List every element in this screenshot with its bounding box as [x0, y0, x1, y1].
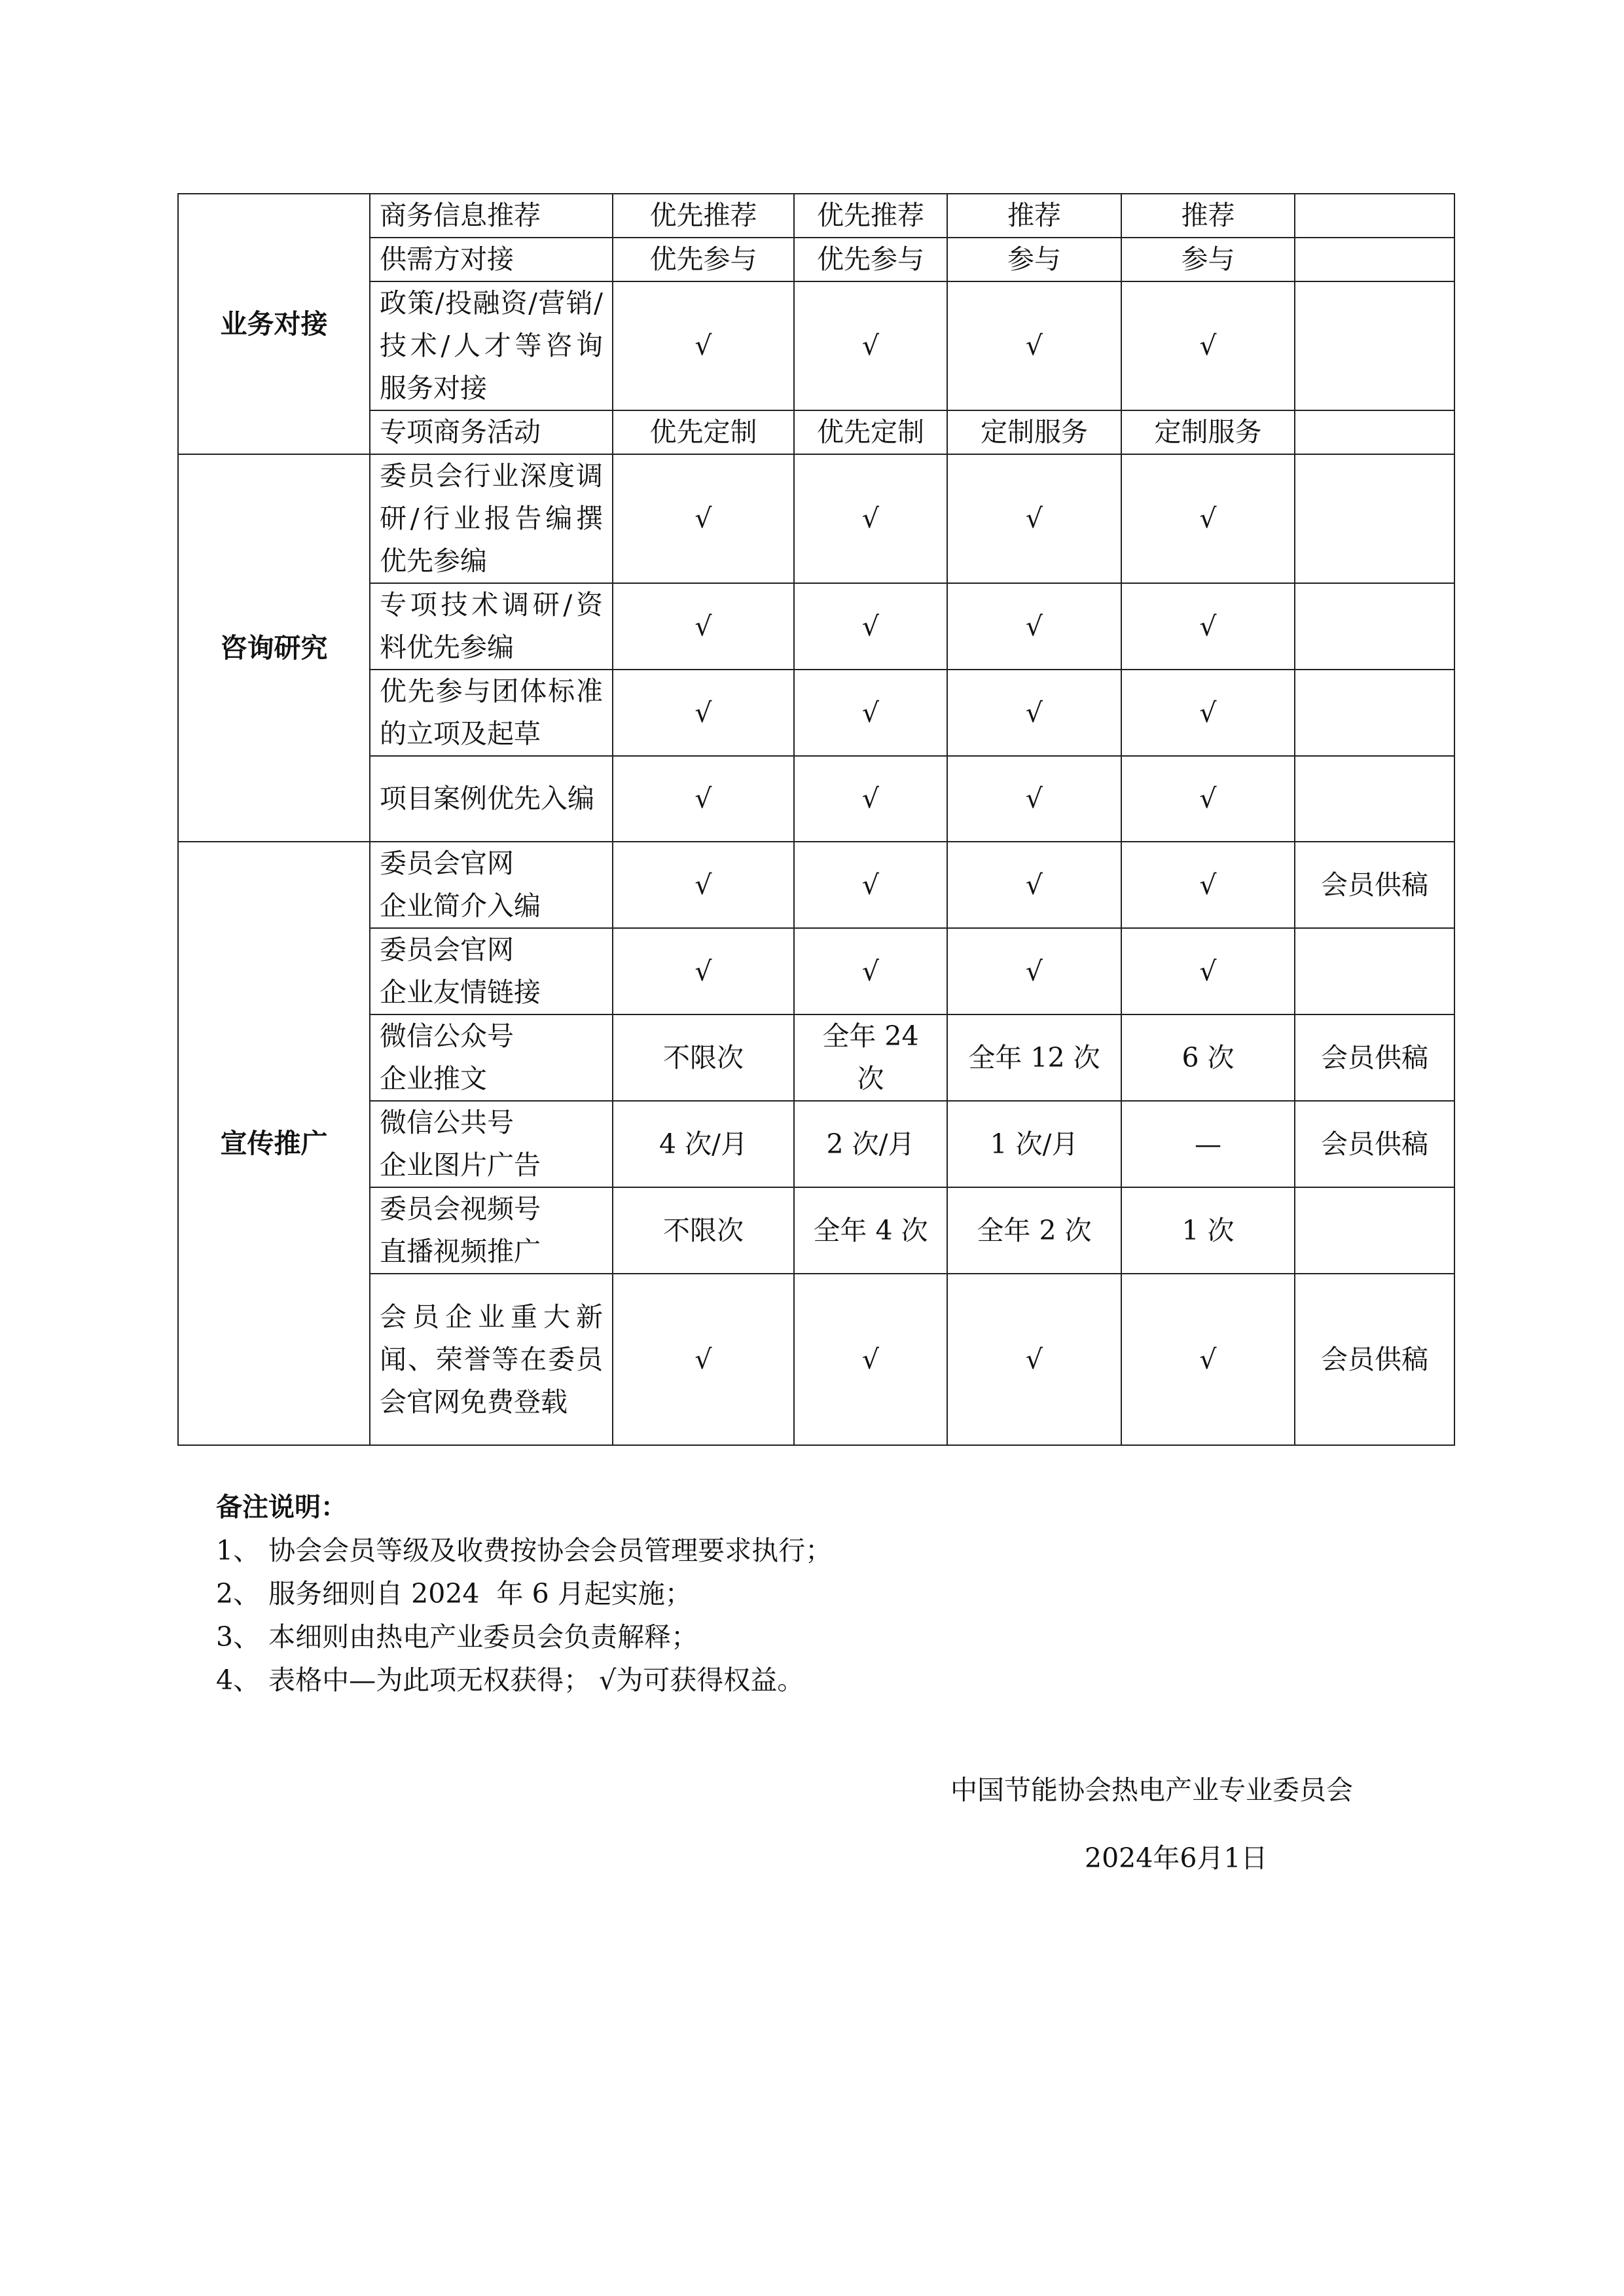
- item-cell: 政策/投融资/营销/技术/人才等咨询服务对接: [370, 281, 613, 410]
- value-cell: 定制服务: [947, 410, 1121, 454]
- table-row: [178, 454, 1454, 583]
- value-cell: √: [1121, 1274, 1295, 1445]
- note-cell: [1295, 238, 1454, 281]
- note-cell: [1295, 1187, 1454, 1274]
- value-cell: √: [1121, 583, 1295, 670]
- note-cell: [1295, 194, 1454, 238]
- item-cell: 委员会视频号 直播视频推广: [370, 1187, 613, 1274]
- note-cell: [1295, 583, 1454, 670]
- value-cell: 6 次: [1121, 1014, 1295, 1101]
- value-cell: √: [613, 756, 794, 842]
- value-cell: 优先参与: [613, 238, 794, 281]
- group-label: 宣传推广: [178, 842, 370, 1445]
- value-cell: 优先推荐: [794, 194, 947, 238]
- value-cell: √: [613, 1274, 794, 1445]
- table-row: [178, 928, 1454, 1014]
- note-cell: [1295, 281, 1454, 410]
- value-cell: —: [1121, 1101, 1295, 1187]
- value-cell: √: [947, 842, 1121, 928]
- value-cell: √: [613, 842, 794, 928]
- group-label: 咨询研究: [178, 454, 370, 842]
- notes-section: [216, 1486, 832, 1702]
- issue-date: 2024年6月1日: [1085, 1842, 1268, 1874]
- item-cell: 委员会官网 企业简介入编: [370, 842, 613, 928]
- note-item: 2、 服务细则自 2024 年 6 月起实施；: [216, 1578, 692, 1609]
- value-cell: 推荐: [947, 194, 1121, 238]
- table-row: [178, 1014, 1454, 1101]
- value-cell: √: [947, 670, 1121, 756]
- item-cell: 供需方对接: [370, 238, 613, 281]
- value-cell: √: [947, 756, 1121, 842]
- value-cell: √: [947, 281, 1121, 410]
- value-cell: √: [1121, 756, 1295, 842]
- value-cell: √: [794, 281, 947, 410]
- value-cell: √: [794, 842, 947, 928]
- note-item: 4、 表格中—为此项无权获得； √为可获得权益。: [216, 1664, 804, 1696]
- value-cell: √: [613, 928, 794, 1014]
- note-item: 3、 本细则由热电产业委员会负责解释；: [216, 1621, 698, 1653]
- value-cell: √: [794, 756, 947, 842]
- item-cell: 委员会行业深度调研/行业报告编撰优先参编: [370, 454, 613, 583]
- group-label: 业务对接: [178, 194, 370, 454]
- note-cell: [1295, 454, 1454, 583]
- note-cell: [1295, 756, 1454, 842]
- table-row: [178, 670, 1454, 756]
- value-cell: √: [794, 670, 947, 756]
- value-cell: √: [1121, 842, 1295, 928]
- item-cell: 项目案例优先入编: [370, 756, 613, 842]
- value-cell: √: [613, 281, 794, 410]
- value-cell: 参与: [947, 238, 1121, 281]
- value-cell: √: [613, 670, 794, 756]
- value-cell: √: [947, 583, 1121, 670]
- table-row: [178, 1274, 1454, 1445]
- table-row: [178, 1187, 1454, 1274]
- value-cell: √: [947, 1274, 1121, 1445]
- notes-title: 备注说明：: [216, 1492, 347, 1522]
- table-row: [178, 194, 1454, 238]
- item-cell: 微信公众号 企业推文: [370, 1014, 613, 1101]
- value-cell: 优先定制: [613, 410, 794, 454]
- table-row: [178, 410, 1454, 454]
- value-cell: 优先定制: [794, 410, 947, 454]
- note-cell: 会员供稿: [1295, 1101, 1454, 1187]
- value-cell: 4 次/月: [613, 1101, 794, 1187]
- note-cell: [1295, 670, 1454, 756]
- value-cell: 不限次: [613, 1187, 794, 1274]
- value-cell: 全年 2 次: [947, 1187, 1121, 1274]
- value-cell: √: [1121, 281, 1295, 410]
- value-cell: 优先推荐: [613, 194, 794, 238]
- value-cell: √: [794, 928, 947, 1014]
- item-cell: 商务信息推荐: [370, 194, 613, 238]
- table-row: [178, 238, 1454, 281]
- note-cell: [1295, 410, 1454, 454]
- value-cell: 定制服务: [1121, 410, 1295, 454]
- note-cell: 会员供稿: [1295, 1014, 1454, 1101]
- value-cell: √: [947, 928, 1121, 1014]
- item-cell: 专项技术调研/资料优先参编: [370, 583, 613, 670]
- item-cell: 委员会官网 企业友情链接: [370, 928, 613, 1014]
- item-cell: 微信公共号 企业图片广告: [370, 1101, 613, 1187]
- value-cell: √: [1121, 454, 1295, 583]
- note-cell: [1295, 928, 1454, 1014]
- note-cell: 会员供稿: [1295, 1274, 1454, 1445]
- table-row: [178, 583, 1454, 670]
- value-cell: 全年 12 次: [947, 1014, 1121, 1101]
- value-cell: 1 次/月: [947, 1101, 1121, 1187]
- value-cell: √: [794, 454, 947, 583]
- table-row: [178, 756, 1454, 842]
- table-row: [178, 281, 1454, 410]
- value-cell: 全年 4 次: [794, 1187, 947, 1274]
- value-cell: 1 次: [1121, 1187, 1295, 1274]
- table-row: [178, 842, 1454, 928]
- note-item: 1、 协会会员等级及收费按协会会员管理要求执行；: [216, 1535, 833, 1566]
- value-cell: 优先参与: [794, 238, 947, 281]
- value-cell: 参与: [1121, 238, 1295, 281]
- value-cell: √: [613, 454, 794, 583]
- value-cell: 不限次: [613, 1014, 794, 1101]
- value-cell: √: [613, 583, 794, 670]
- value-cell: √: [947, 454, 1121, 583]
- item-cell: 会员企业重大新闻、荣誉等在委员会官网免费登载: [370, 1274, 613, 1445]
- value-cell: √: [1121, 670, 1295, 756]
- value-cell: √: [794, 583, 947, 670]
- member-rights-table: [177, 193, 1455, 1446]
- item-cell: 优先参与团体标准的立项及起草: [370, 670, 613, 756]
- note-cell: 会员供稿: [1295, 842, 1454, 928]
- issuer-name: 中国节能协会热电产业专业委员会: [950, 1774, 1353, 1806]
- value-cell: √: [1121, 928, 1295, 1014]
- value-cell: 推荐: [1121, 194, 1295, 238]
- value-cell: 2 次/月: [794, 1101, 947, 1187]
- table-row: [178, 1101, 1454, 1187]
- item-cell: 专项商务活动: [370, 410, 613, 454]
- value-cell: √: [794, 1274, 947, 1445]
- value-cell: 全年 24 次: [794, 1014, 947, 1101]
